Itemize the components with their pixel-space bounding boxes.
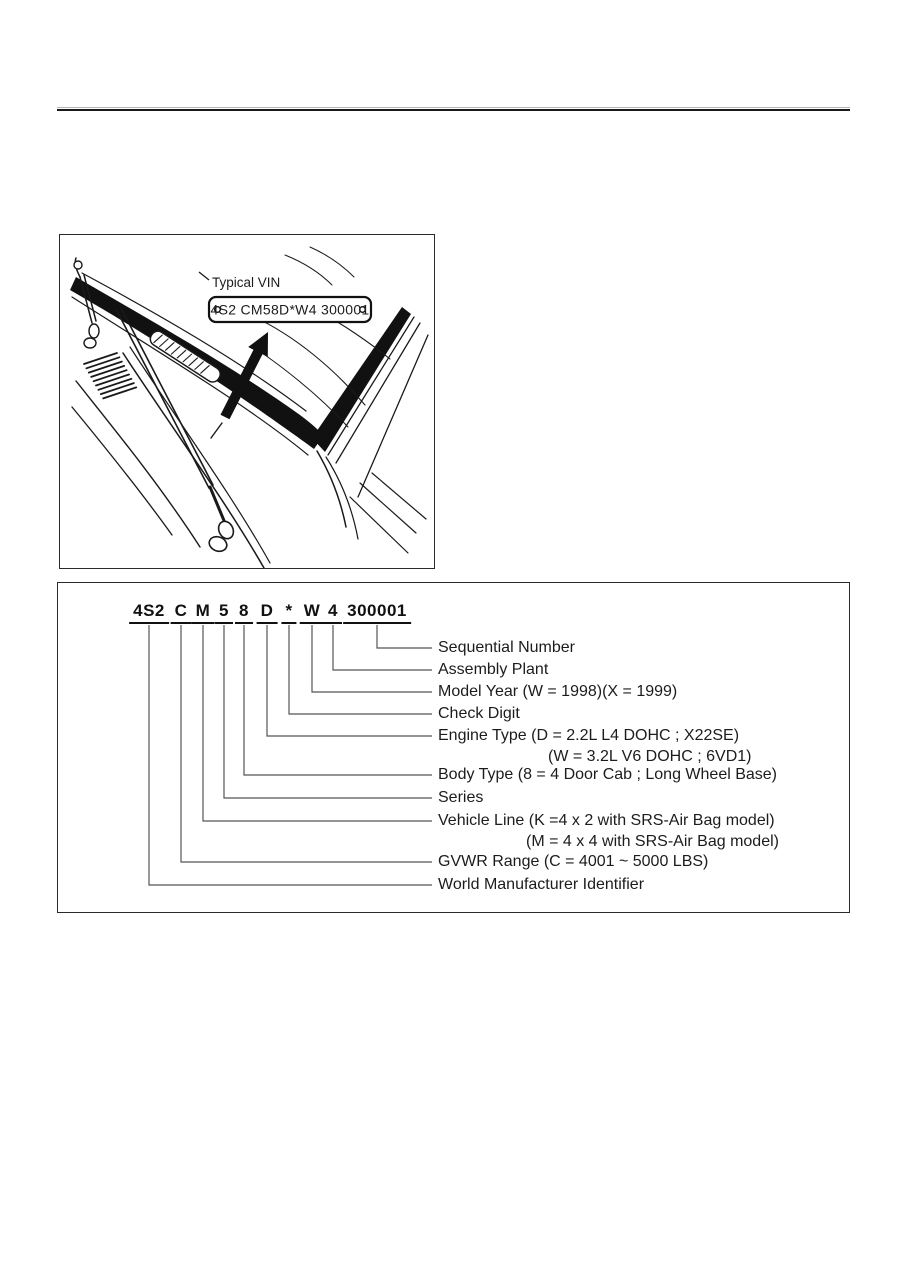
vin-char-series: 5 bbox=[215, 601, 233, 624]
label-model-year: Model Year (W = 1998)(X = 1999) bbox=[438, 683, 678, 700]
wiper-blade bbox=[148, 329, 223, 385]
label-assembly-plant: Assembly Plant bbox=[438, 661, 549, 678]
label-check-digit: Check Digit bbox=[438, 705, 520, 722]
vin-char-check: * bbox=[281, 601, 296, 624]
label-engine-type: Engine Type (D = 2.2L L4 DOHC ; X22SE) bbox=[438, 727, 740, 744]
vent-grille bbox=[84, 353, 136, 398]
vin-char-sequential: 300001 bbox=[343, 601, 411, 624]
vin-char-plant: 4 bbox=[324, 601, 342, 624]
figure-caption: Typical VIN bbox=[212, 275, 281, 290]
label-vehicle-line-2: (M = 4 x 4 with SRS-Air Bag model) bbox=[526, 833, 779, 850]
vin-char-year: W bbox=[300, 601, 325, 624]
vin-location-figure bbox=[59, 234, 435, 569]
label-sequential-number: Sequential Number bbox=[438, 639, 575, 656]
vin-char-engine: D bbox=[257, 601, 278, 624]
vin-plate bbox=[209, 297, 371, 322]
label-vehicle-line: Vehicle Line (K =4 x 2 with SRS-Air Bag model) bbox=[438, 812, 775, 829]
label-engine-type-2: (W = 3.2L V6 DOHC ; 6VD1) bbox=[548, 748, 752, 765]
vin-breakdown-box bbox=[57, 582, 850, 913]
vin-char-gvwr: C bbox=[171, 601, 192, 624]
label-gvwr-range: GVWR Range (C = 4001 ~ 5000 LBS) bbox=[438, 853, 709, 870]
vin-char-body: 8 bbox=[235, 601, 253, 624]
cowl-line-art bbox=[70, 247, 428, 568]
label-body-type: Body Type (8 = 4 Door Cab ; Long Wheel Base) bbox=[438, 766, 778, 783]
caption-tick bbox=[199, 272, 209, 280]
label-series: Series bbox=[438, 789, 484, 806]
vin-plate-text: 4S2 CM58D*W4 300001 bbox=[210, 301, 370, 318]
vin-char-line: M bbox=[192, 601, 215, 624]
vin-char-wmi: 4S2 bbox=[129, 601, 169, 624]
label-wmi: World Manufacturer Identifier bbox=[438, 876, 645, 893]
header-rule bbox=[57, 109, 850, 111]
header-rule-light bbox=[57, 107, 850, 108]
windshield-illustration bbox=[60, 235, 434, 568]
